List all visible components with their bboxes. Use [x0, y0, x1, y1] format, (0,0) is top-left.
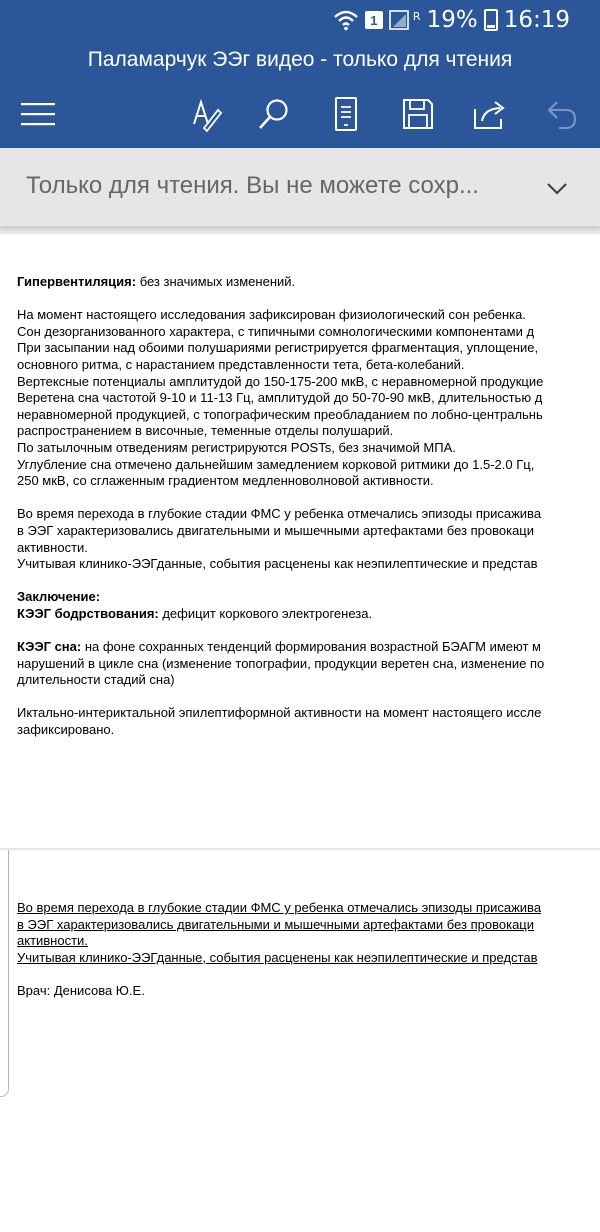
- awake-eeg-label: КЭЭГ бодрствования:: [17, 605, 159, 621]
- document-body: [17, 274, 544, 739]
- underlined-line: активности.: [17, 933, 88, 949]
- edit-pen-icon: [188, 96, 224, 132]
- paragraph-line: По затылочным отведениям регистрируются POSTs, без значимой МПА.: [17, 439, 456, 455]
- edit-button[interactable]: [182, 90, 230, 138]
- wifi-icon: [333, 9, 359, 31]
- paragraph-line: распространением в височные, теменные отделы полушарий.: [17, 423, 394, 439]
- paragraph-line: Иктально-интериктальной эпилептиформной активности на момент настоящего иссле: [17, 705, 542, 721]
- paragraph-line: в ЭЭГ характеризовались двигательными и мышечными артефактами без провокаци: [17, 522, 535, 538]
- sleep-eeg-line: КЭЭГ сна: на фоне сохранных тенденций формирования возрастной БЭАГМ имеют м: [17, 639, 541, 655]
- paragraph-line: Вертексные потенциалы амплитудой до 150-175-200 мкВ, с неравномерной продукцие: [17, 373, 544, 389]
- page-margin-marker: [0, 850, 9, 1097]
- save-button[interactable]: [394, 90, 442, 138]
- document-body-2: [17, 900, 541, 1000]
- document-page-2: [0, 850, 600, 1232]
- undo-icon: [545, 97, 579, 131]
- search-button[interactable]: [250, 90, 298, 138]
- clock: 16:19: [503, 7, 570, 33]
- paragraph-line: нарушений в цикле сна (изменение топографии, продукции веретен сна, изменение по: [17, 655, 545, 671]
- document-title: Паламарчук ЭЭг видео - только для чтения: [0, 40, 600, 80]
- search-icon: [256, 96, 292, 132]
- mobile-view-button[interactable]: [322, 90, 370, 138]
- sleep-eeg-label: КЭЭГ сна:: [17, 639, 82, 655]
- paragraph-line: длительности стадий сна): [17, 672, 175, 688]
- doctor-signature-line: Врач: Денисова Ю.Е.: [17, 982, 145, 998]
- mobile-view-icon: [331, 96, 361, 132]
- paragraph-line: Сон дезорганизованного характера, с типичными сомнологическими компонентами д: [17, 323, 535, 339]
- read-only-banner[interactable]: [0, 150, 600, 227]
- signal-icon: [389, 9, 415, 31]
- paragraph-line: Веретена сна частотой 9-10 и 11-13 Гц, амплитудой до 50-70-90 мкВ, длительностью д: [17, 390, 543, 406]
- save-icon: [401, 97, 435, 131]
- hyperventilation-line: Гипервентиляция: без значимых изменений.: [17, 274, 296, 289]
- underlined-line: Во время перехода в глубокие стадии ФМС у ребенка отмечались эпизоды присажива: [17, 900, 542, 915]
- paragraph-line: 250 мкВ, со сглаженным градиентом медленноволновой активности.: [17, 473, 434, 489]
- underlined-line: в ЭЭГ характеризовались двигательными и мышечными артефактами без провокаци: [17, 916, 535, 932]
- battery-percent: 19%: [426, 7, 478, 33]
- toolbar: [0, 80, 600, 148]
- chevron-down-icon[interactable]: [544, 176, 570, 202]
- hyperventilation-label: Гипервентиляция:: [17, 274, 137, 289]
- conclusion-heading: Заключение:: [17, 589, 101, 605]
- document-page-1: [0, 234, 600, 848]
- undo-button[interactable]: [538, 90, 586, 138]
- signal-label: R: [412, 9, 421, 23]
- paragraph-line: При засыпании над обоими полушариями регистрируется фрагментация, уплощение,: [17, 340, 539, 356]
- paragraph-line: Углубление сна отмечено дальнейшим замедлением корковой ритмики до 1.5-2.0 Гц,: [17, 456, 535, 472]
- status-indicators: [333, 6, 570, 34]
- menu-button[interactable]: [14, 90, 62, 138]
- menu-icon: [20, 101, 56, 127]
- read-only-message: Только для чтения. Вы не можете сохр...: [26, 172, 479, 199]
- paragraph-line: На момент настоящего исследования зафиксирован физиологический сон ребенка.: [17, 307, 526, 323]
- paragraph-line: Учитывая клинико-ЭЭГданные, события расценены как неэпилептические и представ: [17, 556, 538, 572]
- battery-icon: [484, 9, 498, 31]
- awake-eeg-line: КЭЭГ бодрствования: дефицит коркового электрогенеза.: [17, 605, 373, 621]
- status-bar: [0, 0, 600, 40]
- share-button[interactable]: [466, 90, 514, 138]
- share-icon: [472, 97, 508, 131]
- sim-badge: 1: [365, 11, 383, 29]
- underlined-line: Учитывая клинико-ЭЭГданные, события расценены как неэпилептические и представ: [17, 949, 538, 965]
- paragraph-line: активности.: [17, 539, 88, 555]
- paragraph-line: Во время перехода в глубокие стадии ФМС у ребенка отмечались эпизоды присажива: [17, 506, 542, 522]
- paragraph-line: основного ритма, с нарастанием представленности тета, бета-колебаний.: [17, 356, 465, 372]
- paragraph-line: неравномерной продукцией, с топографическим преобладанием по лобно-центральнь: [17, 406, 543, 422]
- paragraph-line: зафиксировано.: [17, 722, 115, 738]
